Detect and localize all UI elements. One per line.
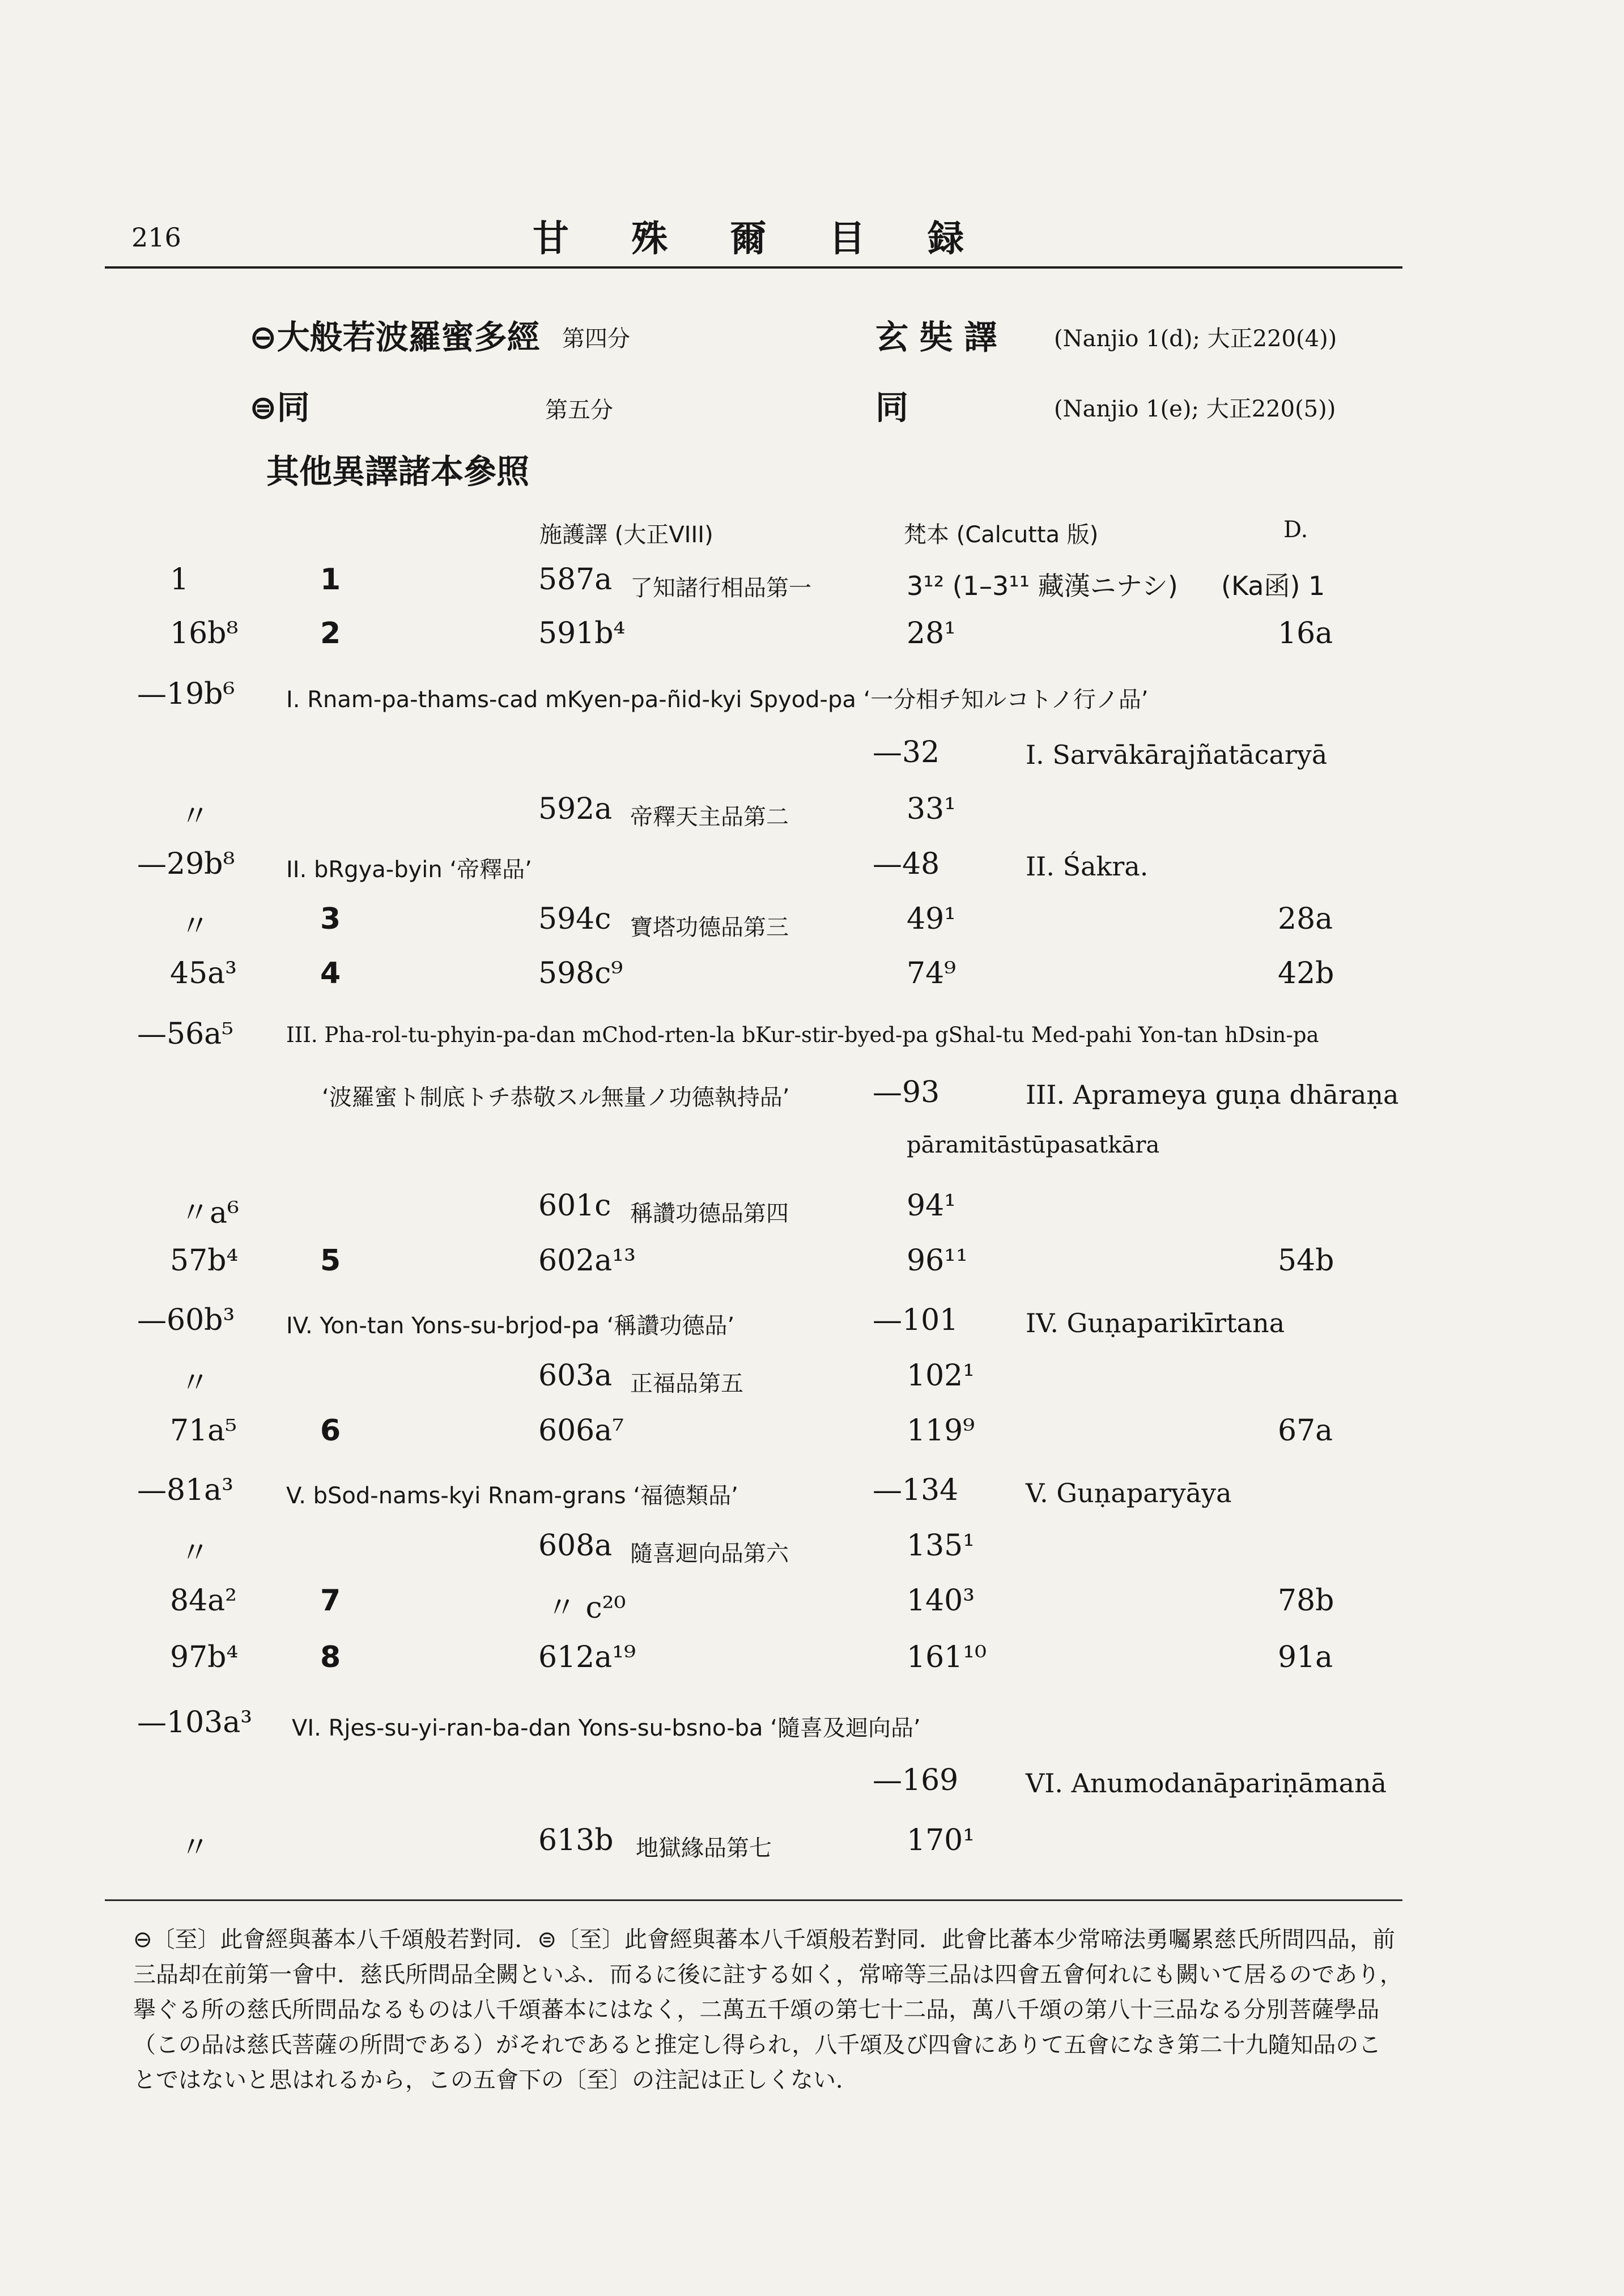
cell-c4: 33¹ <box>907 792 956 826</box>
cell-c5: IV. Guṇaparikīrtana <box>1026 1308 1285 1338</box>
entry-2-ref: (Nanjio 1(e); 大正220(5)) <box>1054 396 1336 422</box>
cell-c5: III. Aprameya guṇa dhāraṇa <box>1026 1079 1399 1110</box>
cell-c3-title: 稱讚功德品第四 <box>630 1201 789 1227</box>
cell-c3: 608a <box>538 1529 613 1563</box>
cell-c4: 96¹¹ <box>907 1244 968 1278</box>
cell-c3-title: 地獄緣品第七 <box>636 1835 772 1861</box>
cell-c4: —169 <box>873 1763 959 1797</box>
cell-c5: (Ka函) 1 <box>1221 571 1325 601</box>
cell-c3: 606a⁷ <box>538 1414 624 1448</box>
cell-c1: 1 <box>170 563 189 597</box>
cell-c4: 74⁹ <box>907 956 956 990</box>
cell-c3: 601c <box>538 1189 611 1223</box>
cell-c3: 612a¹⁹ <box>538 1640 636 1674</box>
cell-c3: 591b⁴ <box>538 616 626 650</box>
cell-tibetan: II. bRgya-byin ‘帝釋品’ <box>286 857 532 883</box>
cell-c3-title: 隨喜迴向品第六 <box>630 1541 789 1567</box>
cell-c5: II. Śakra. <box>1026 851 1149 882</box>
cell-c3: 〃 c²⁰ <box>547 1591 626 1625</box>
cell-c1: —81a³ <box>137 1473 234 1507</box>
cell-c1: —19b⁶ <box>137 677 235 711</box>
cell-c4: 3¹² (1–3¹¹ 藏漢ニナシ) <box>907 571 1178 601</box>
cell-c5: 67a <box>1278 1414 1333 1448</box>
cell-c3: 613b <box>538 1823 614 1857</box>
cell-c5: VI. Anumodanāpariṇāmanā <box>1026 1768 1387 1798</box>
cell-c4: 102¹ <box>907 1359 975 1393</box>
cell-c5: 42b <box>1278 956 1334 990</box>
cell-c2: 4 <box>320 956 341 990</box>
cell-c2: 7 <box>320 1584 341 1618</box>
cell-c3: 587a <box>538 563 613 597</box>
cell-c5: V. Guṇaparyāya <box>1026 1478 1232 1508</box>
cell-c2: 8 <box>320 1640 341 1674</box>
cell-tibetan: VI. Rjes-su-yi-ran-ba-dan Yons-su-bsno-ba ‘隨喜及迴向品’ <box>292 1715 921 1741</box>
entry-2-part: 第五分 <box>545 397 613 423</box>
cell-c4: —101 <box>873 1303 959 1337</box>
cell-c1: 〃 <box>180 800 210 834</box>
cell-c5: 28a <box>1278 902 1333 936</box>
cell-c1: 〃a⁶ <box>180 1196 239 1230</box>
cell-c1: 97b⁴ <box>170 1640 239 1674</box>
cell-c1: —103a³ <box>137 1706 253 1740</box>
cell-c5: 91a <box>1278 1640 1333 1674</box>
cell-c3-title: 帝釋天主品第二 <box>630 804 789 830</box>
cell-c1: 〃 <box>180 1831 210 1865</box>
cell-c4: 28¹ <box>907 616 956 650</box>
cell-c4: 140³ <box>907 1584 975 1618</box>
cell-c1: —56a⁵ <box>137 1017 234 1051</box>
cell-c5: 16a <box>1278 616 1333 650</box>
cell-c3: 598c⁹ <box>538 956 623 990</box>
cell-c1: 〃 <box>180 1536 210 1570</box>
cell-c4: 161¹⁰ <box>907 1640 987 1674</box>
footnote-text: ⊖〔至〕此會經與蕃本八千頌般若對同．⊜〔至〕此會經與蕃本八千頌般若對同．此會比蕃本少常啼法勇囑累慈氏所問四品，前三品却在前第一會中．慈氏所問品全闕といふ．而るに後に註する如く，常啼等三品は四會五會何れにも闕いて居るのであり，擧ぐる所の慈氏所問品なるものは八千頌蕃本にはなく，二萬五千頌の第七十二品，萬八千頌の第八十三品なる分別菩薩學品（この品は慈氏菩薩の所問である）がそれであると推定し得られ，八千頌及び四會にありて五會になき第二十九隨知品のことではないと思はれるから，この五會下の〔至〕の注記は正しくない． <box>133 1927 1402 2093</box>
cell-c3: 592a <box>538 792 613 826</box>
cell-c4: 170¹ <box>907 1823 975 1857</box>
cell-tibetan: I. Rnam-pa-thams-cad mKyen-pa-ñid-kyi Spyod-pa ‘一分相チ知ルコトノ行ノ品’ <box>286 687 1149 713</box>
col-header-shi: 施護譯 (大正VIII) <box>539 522 713 548</box>
entry-2-title: ⊜同 <box>249 388 310 427</box>
cell-c2: 6 <box>320 1414 341 1448</box>
cell-c2: 5 <box>320 1244 341 1278</box>
cell-c3: 602a¹³ <box>538 1244 636 1278</box>
cell-c1: 84a² <box>170 1584 237 1618</box>
entry-1-translator: 玄 奘 譯 <box>875 318 997 356</box>
cell-c1: 〃 <box>180 1366 210 1400</box>
cell-c4: —134 <box>873 1473 959 1507</box>
cell-tibetan: IV. Yon-tan Yons-su-brjod-pa ‘稱讚功德品’ <box>286 1313 735 1339</box>
cell-c5: 78b <box>1278 1584 1334 1618</box>
cell-c4-cont: pāramitāstūpasatkāra <box>907 1132 1160 1158</box>
cell-c4: 49¹ <box>907 902 956 936</box>
entry-1-title: ⊖大般若波羅蜜多經 <box>249 318 540 356</box>
cell-c3: 603a <box>538 1359 613 1393</box>
footnote <box>133 1922 1402 2098</box>
entry-1-ref: (Nanjio 1(d); 大正220(4)) <box>1054 326 1337 352</box>
cell-c1: 45a³ <box>170 956 237 990</box>
cell-c3-title: 寶塔功德品第三 <box>630 915 789 941</box>
other-translations-note: 其他異譯諸本參照 <box>266 452 530 491</box>
cell-c4: —32 <box>873 735 940 769</box>
page-title: 甘 殊 爾 目 録 <box>533 218 989 260</box>
cell-c1: —60b³ <box>137 1303 235 1337</box>
cell-c4: —48 <box>873 847 940 881</box>
entry-1-part: 第四分 <box>562 326 630 352</box>
page-number: 216 <box>131 222 181 253</box>
cell-c1: 〃 <box>180 909 210 943</box>
cell-c1: 16b⁸ <box>170 616 239 650</box>
cell-c5: I. Sarvākārajñatācaryā <box>1026 739 1328 770</box>
col-header-sanskrit: 梵本 (Calcutta 版) <box>904 522 1099 548</box>
header-rule <box>105 266 1402 269</box>
entry-2-translator: 同 <box>875 388 909 427</box>
cell-c4: 94¹ <box>907 1189 956 1223</box>
cell-c3-title: 了知諸行相品第一 <box>630 575 811 601</box>
cell-c2: 3 <box>320 902 341 936</box>
cell-tibetan: V. bSod-nams-kyi Rnam-grans ‘福德類品’ <box>286 1483 738 1509</box>
cell-c2: 2 <box>320 616 341 650</box>
cell-c1: 57b⁴ <box>170 1244 239 1278</box>
cell-tibetan: III. Pha-rol-tu-phyin-pa-dan mChod-rten-la bKur-stir-byed-pa gShal-tu Med-pahi Yon-tan hDsin-pa <box>286 1023 1319 1047</box>
cell-c3: 594c <box>538 902 611 936</box>
cell-c3-title: 正福品第五 <box>630 1371 743 1397</box>
cell-c4: 119⁹ <box>907 1414 975 1448</box>
footnote-rule <box>105 1899 1402 1901</box>
cell-c1: 71a⁵ <box>170 1414 237 1448</box>
cell-tibetan-gloss: ‘波羅蜜ト制底トチ恭敬スル無量ノ功德執持品’ <box>322 1085 790 1111</box>
cell-c1: —29b⁸ <box>137 847 235 881</box>
cell-c4: —93 <box>873 1075 940 1109</box>
cell-c2: 1 <box>320 563 341 597</box>
cell-c4: 135¹ <box>907 1529 975 1563</box>
col-header-d: D. <box>1283 517 1308 543</box>
cell-c5: 54b <box>1278 1244 1334 1278</box>
